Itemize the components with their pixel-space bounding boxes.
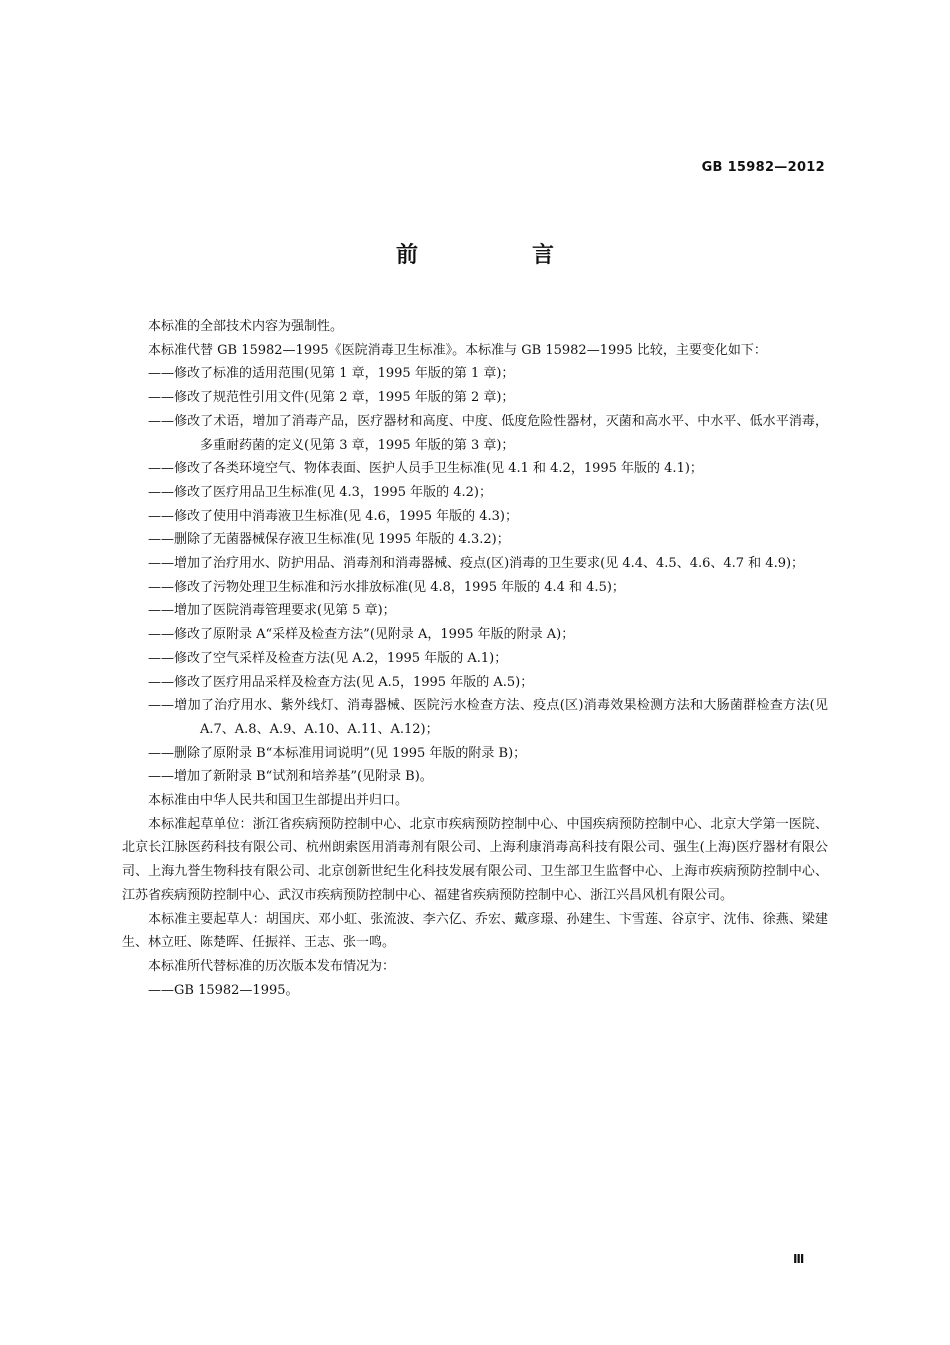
change-item: ——删除了无菌器械保存液卫生标准(见 1995 年版的 4.3.2)；	[148, 532, 510, 548]
paragraph-replaces: 本标准代替 GB 15982—1995《医院消毒卫生标准》。本标准与 GB 15982—1995 比较，主要变化如下：	[148, 342, 767, 358]
standard-code: GB 15982—2012	[701, 160, 825, 175]
change-item: ——修改了各类环境空气、物体表面、医护人员手卫生标准(见 4.1 和 4.2，1995 年版的 4.1)；	[148, 461, 703, 477]
change-item: ——修改了规范性引用文件(见第 2 章，1995 年版的第 2 章)；	[148, 390, 515, 406]
change-item: ——修改了污物处理卫生标准和污水排放标准(见 4.8，1995 年版的 4.4 和 4.5)；	[148, 579, 625, 595]
change-item: ——增加了医院消毒管理要求(见第 5 章)；	[148, 603, 396, 619]
change-item: ——修改了术语，增加了消毒产品，医疗器材和高度、中度、低度危险性器材，灭菌和高水平、中水平、低水平消毒，多重耐药菌的定义(见第 3 章，1995 年版的第 3 章)；	[148, 413, 828, 453]
paragraph-drafters: 本标准主要起草人：胡国庆、邓小虹、张流波、李六亿、乔宏、戴彦璟、孙建生、卞雪莲、谷京宇、沈伟、徐燕、梁建生、林立旺、陈楚晖、任振祥、王志、张一鸣。	[122, 911, 828, 951]
page-title: 前 言	[395, 243, 600, 268]
change-item: ——修改了标准的适用范围(见第 1 章，1995 年版的第 1 章)；	[148, 366, 515, 382]
page-number: Ⅲ	[793, 1252, 805, 1266]
change-item: ——增加了新附录 B“试剂和培养基”(见附录 B)。	[148, 769, 433, 785]
change-item: ——增加了治疗用水、防护用品、消毒剂和消毒器械、疫点(区)消毒的卫生要求(见 4.4、4.5、4.6、4.7 和 4.9)；	[148, 556, 805, 572]
foreword-body	[122, 315, 828, 1002]
change-item: ——修改了原附录 A“采样及检查方法”(见附录 A，1995 年版的附录 A)；	[148, 627, 575, 643]
change-item: ——修改了医疗用品采样及检查方法(见 A.5，1995 年版的 A.5)；	[148, 674, 534, 690]
change-item: ——修改了空气采样及检查方法(见 A.2，1995 年版的 A.1)；	[148, 650, 508, 666]
change-item: ——修改了使用中消毒液卫生标准(见 4.6，1995 年版的 4.3)；	[148, 508, 518, 524]
paragraph-history-heading: 本标准所代替标准的历次版本发布情况为：	[148, 958, 396, 974]
change-item: ——修改了医疗用品卫生标准(见 4.3，1995 年版的 4.2)；	[148, 484, 492, 500]
change-item: ——增加了治疗用水、紫外线灯、消毒器械、医院污水检查方法、疫点(区)消毒效果检测方法和大肠菌群检查方法(见 A.7、A.8、A.9、A.10、A.11、A.12)；	[148, 698, 828, 737]
paragraph-drafting-units: 本标准起草单位：浙江省疾病预防控制中心、北京市疾病预防控制中心、中国疾病预防控制中心、北京大学第一医院、北京长江脉医药科技有限公司、杭州朗索医用消毒剂有限公司、上海利康消毒高科技有限公司、强生(上海)医疗器材有限公司、上海九誉生物科技有限公司、北京创新世纪生化科技发展有限公司、卫生部卫生监督中心、上海市疾病预防控制中心、江苏省疾病预防控制中心、武汉市疾病预防控制中心、福建省疾病预防控制中心、浙江兴昌风机有限公司。	[122, 816, 828, 903]
history-item: ——GB 15982—1995。	[148, 982, 299, 998]
change-item: ——删除了原附录 B“本标准用词说明”(见 1995 年版的附录 B)；	[148, 745, 527, 761]
paragraph-proposer: 本标准由中华人民共和国卫生部提出并归口。	[148, 793, 409, 809]
paragraph-mandatory: 本标准的全部技术内容为强制性。	[148, 319, 344, 334]
